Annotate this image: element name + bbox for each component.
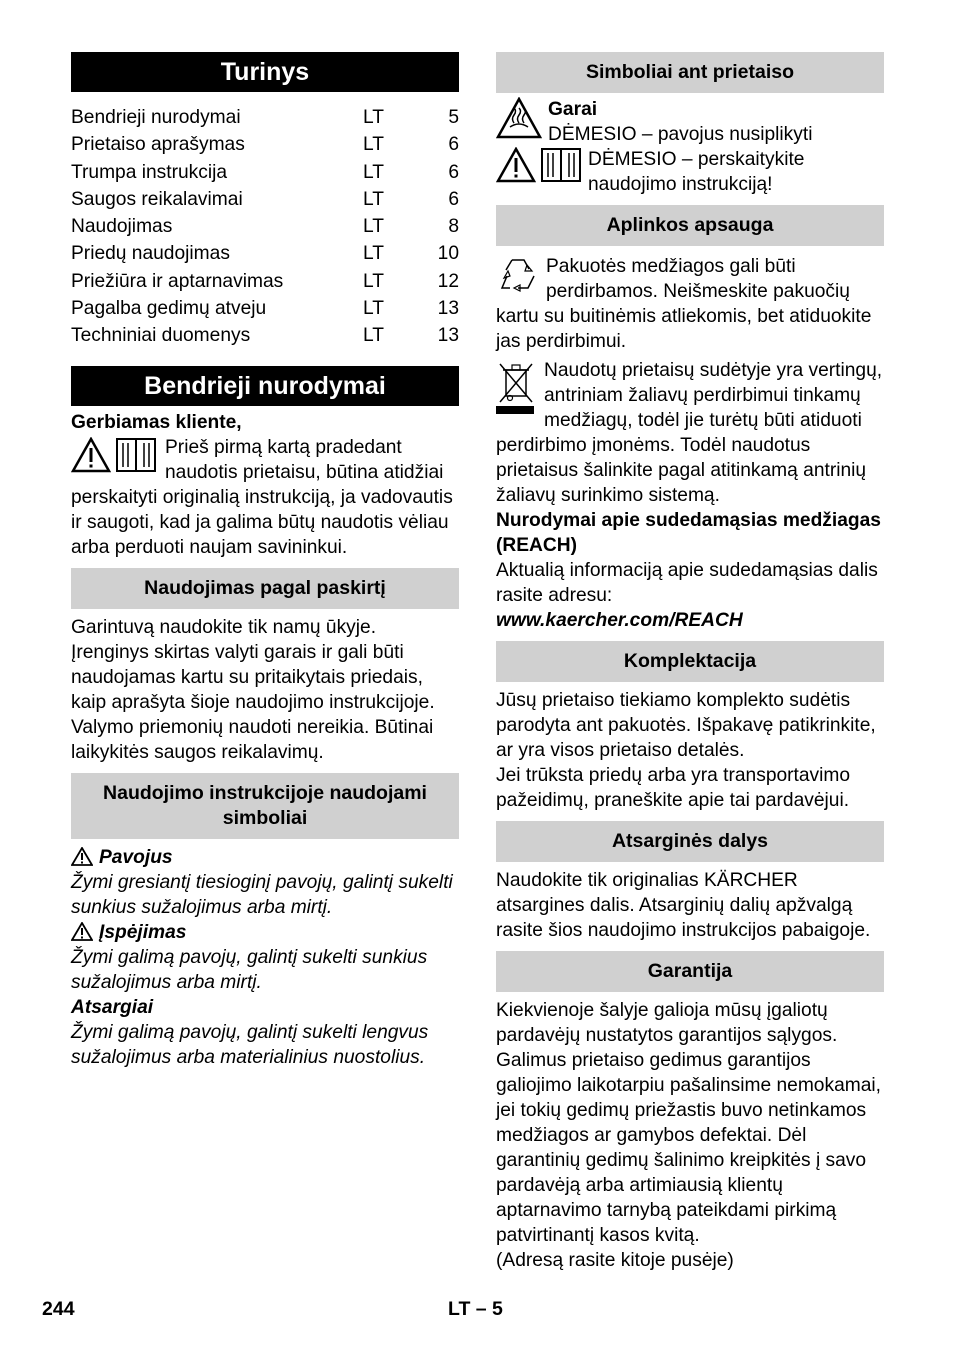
danger-label-line (71, 845, 459, 870)
steam-symbol-row (496, 97, 884, 147)
packaging-text-block (496, 254, 884, 354)
toc-page: 13 (437, 325, 459, 347)
toc-row[interactable] (71, 131, 459, 158)
toc-lang: LT (363, 325, 384, 347)
greeting: Gerbiamas kliente, (71, 411, 242, 433)
warranty-heading: Garantija (496, 951, 884, 992)
toc-title: Trumpa instrukcija (71, 161, 228, 183)
reach-title: Nurodymai apie sudedamąsias medžiagas (REACH) (496, 510, 881, 556)
toc-lang: LT (363, 107, 384, 128)
toc-heading: Turinys (71, 52, 459, 92)
warning-manual-icons (71, 437, 157, 473)
symbols-device-heading: Simboliai ant prietaiso (496, 52, 884, 93)
general-section (71, 406, 459, 568)
toc-title: Techniniai duomenys (71, 325, 251, 347)
warning-label-line (71, 920, 459, 945)
toc-lang: LT (363, 161, 384, 183)
warranty-text: Kiekvienoje šalyje galioja mūsų įgaliotų pardavėjų nustatytos garantijos sąlygos. Galimus prietaiso gedimus garantijos galiojimo laikotarpiu pašalinsime nemokamai, jei tokių gedimų priežastis buvo netinkamos medžiagos ar gamybos defektai. Dėl garantinių gedimų šalinimo kreipkitės į savo pardavėją arba artimiausią klientų aptarnavimo tarnybą pateikdami pirkimą patvirtinantį kasos kvitą. (496, 1000, 881, 1246)
toc-page: 6 (448, 161, 459, 183)
warning-label: Įspėjimas (99, 921, 187, 943)
manual-book-icon (540, 147, 582, 183)
read-manual-text: DĖMESIO – perskaitykite naudojimo instrukciją! (588, 149, 805, 195)
intended-use-heading: Naudojimas pagal paskirtį (71, 568, 459, 609)
toc-title: Pagalba gedimų atveju (71, 298, 267, 320)
recycle-icon (496, 256, 540, 296)
symbols-manual-section (71, 839, 459, 1078)
warning-triangle-icon (496, 147, 536, 183)
symbols-device-section (496, 93, 884, 205)
scope-text-2: Jei trūksta priedų arba yra transportavimo pažeidimų, praneškite apie tai pardavėjui. (496, 765, 851, 811)
intended-use-text: Garintuvą naudokite tik namų ūkyje. Įrenginys skirtas valyti garais ir gali būti naudojamas kartu su pritaikytais priedais, kaip aprašyta šioje naudojimo instrukcijoje. Valymo priemonių naudoti nereikia. Būtinai laikykitės saugos reikalavimų. (71, 616, 435, 763)
toc-lang: LT (363, 270, 384, 292)
weee-text-block (496, 358, 884, 508)
general-text (71, 435, 459, 560)
caution-text: Žymi galimą pavojų, galintį sukelti lengvus sužalojimus arba materialinius nuostolius. (71, 1021, 429, 1068)
steam-label: Garai (548, 99, 598, 120)
recycle-icon-wrap (496, 256, 540, 296)
toc-page: 5 (448, 107, 459, 128)
scope-heading: Komplektacija (496, 641, 884, 682)
crossed-bin-icon (496, 360, 536, 404)
toc-title: Priežiūra ir aptarnavimas (71, 270, 284, 292)
spare-parts-text: Naudokite tik originalias KÄRCHER atsargines dalis. Atsarginių dalių apžvalgą rasite šios naudojimo instrukcijos pabaigoje. (496, 870, 871, 941)
toc-title: Bendrieji nurodymai (71, 107, 241, 128)
weee-bar (496, 406, 534, 414)
weee-icon-wrap (496, 360, 536, 414)
section-page-ref: LT – 5 (448, 1298, 503, 1320)
warning-triangle-icon (71, 437, 111, 473)
toc-row[interactable] (71, 295, 459, 322)
read-manual-symbol-row (496, 147, 884, 197)
general-heading: Bendrieji nurodymai (71, 366, 459, 406)
toc-row[interactable] (71, 240, 459, 267)
toc-title: Naudojimas (71, 216, 173, 238)
environment-heading: Aplinkos apsauga (496, 205, 884, 246)
scope-text-1: Jūsų prietaiso tiekiamo komplekto sudėtis parodyta ant pakuotės. Išpakavę patikrinkite, ar yra visos prietaiso detalės. (496, 690, 876, 761)
manual-book-icon (115, 437, 157, 473)
spare-parts-section (496, 862, 884, 951)
toc-page: 6 (448, 134, 459, 156)
intended-use-section (71, 609, 459, 773)
toc-page: 10 (437, 243, 459, 265)
hot-steam-warning-icon (496, 97, 542, 139)
reach-link[interactable]: www.kaercher.com/REACH (496, 610, 743, 631)
toc-lang: LT (363, 188, 384, 210)
left-column (71, 52, 459, 1078)
caution-label: Atsargiai (71, 996, 154, 1018)
toc-page: 6 (448, 188, 459, 210)
toc-row[interactable] (71, 322, 459, 349)
toc-page: 12 (437, 270, 459, 292)
steam-text: DĖMESIO – pavojus nusiplikyti (548, 124, 813, 145)
warranty-note: (Adresą rasite kitoje pusėje) (496, 1250, 734, 1271)
right-column (496, 52, 884, 1281)
spare-parts-heading: Atsarginės dalys (496, 821, 884, 862)
toc-row[interactable] (71, 213, 459, 240)
toc-title: Priedų naudojimas (71, 243, 230, 265)
toc-row[interactable] (71, 159, 459, 186)
danger-label: Pavojus (99, 846, 173, 868)
warranty-section (496, 992, 884, 1281)
toc-page: 8 (448, 216, 459, 238)
environment-section (496, 246, 884, 641)
page-number: 244 (42, 1298, 75, 1320)
warning-small-triangle-icon (71, 922, 93, 941)
weee-text: Naudotų prietaisų sudėtyje yra vertingų, antriniam žaliavų perdirbimui tinkamų medžiagų, todėl jie turėtų būti atiduoti perdirbimo įmonėms. Todėl naudotus prietaisus šalinkite pagal atitinkamą antrinių žaliavų surinkimo sistemą. (496, 360, 883, 506)
toc-row[interactable] (71, 104, 459, 131)
toc-lang: LT (363, 298, 384, 320)
table-of-contents (71, 104, 459, 350)
danger-triangle-icon (71, 847, 93, 866)
toc-row[interactable] (71, 268, 459, 295)
general-paragraph: Prieš pirmą kartą pradedant naudotis prietaisu, būtina atidžiai perskaityti originalią instrukciją, ja vadovautis ir saugoti, kad ja galima būtų naudotis vėliau arba perduoti naujam savininkui. (71, 436, 453, 558)
toc-lang: LT (363, 243, 384, 265)
warning-text: Žymi galimą pavojų, galintį sukelti sunkius sužalojimus arba mirtį. (71, 946, 428, 993)
toc-page: 13 (437, 298, 459, 320)
toc-title: Prietaiso aprašymas (71, 134, 245, 156)
toc-lang: LT (363, 134, 384, 156)
symbols-manual-heading: Naudojimo instrukcijoje naudojami simboliai (71, 773, 459, 839)
reach-text: Aktualią informaciją apie sudedamąsias dalis rasite adresu: (496, 560, 878, 606)
toc-title: Saugos reikalavimai (71, 188, 243, 210)
toc-lang: LT (363, 216, 384, 238)
packaging-text: Pakuotės medžiagos gali būti perdirbamos. Neišmeskite pakuočių kartu su buitinėmis atliekomis, bet atiduokite jas perdirbimui. (496, 256, 872, 352)
toc-row[interactable] (71, 186, 459, 213)
danger-text: Žymi gresiantį tiesioginį pavojų, galintį sukelti sunkius sužalojimus arba mirtį. (71, 871, 453, 918)
scope-section (496, 682, 884, 821)
